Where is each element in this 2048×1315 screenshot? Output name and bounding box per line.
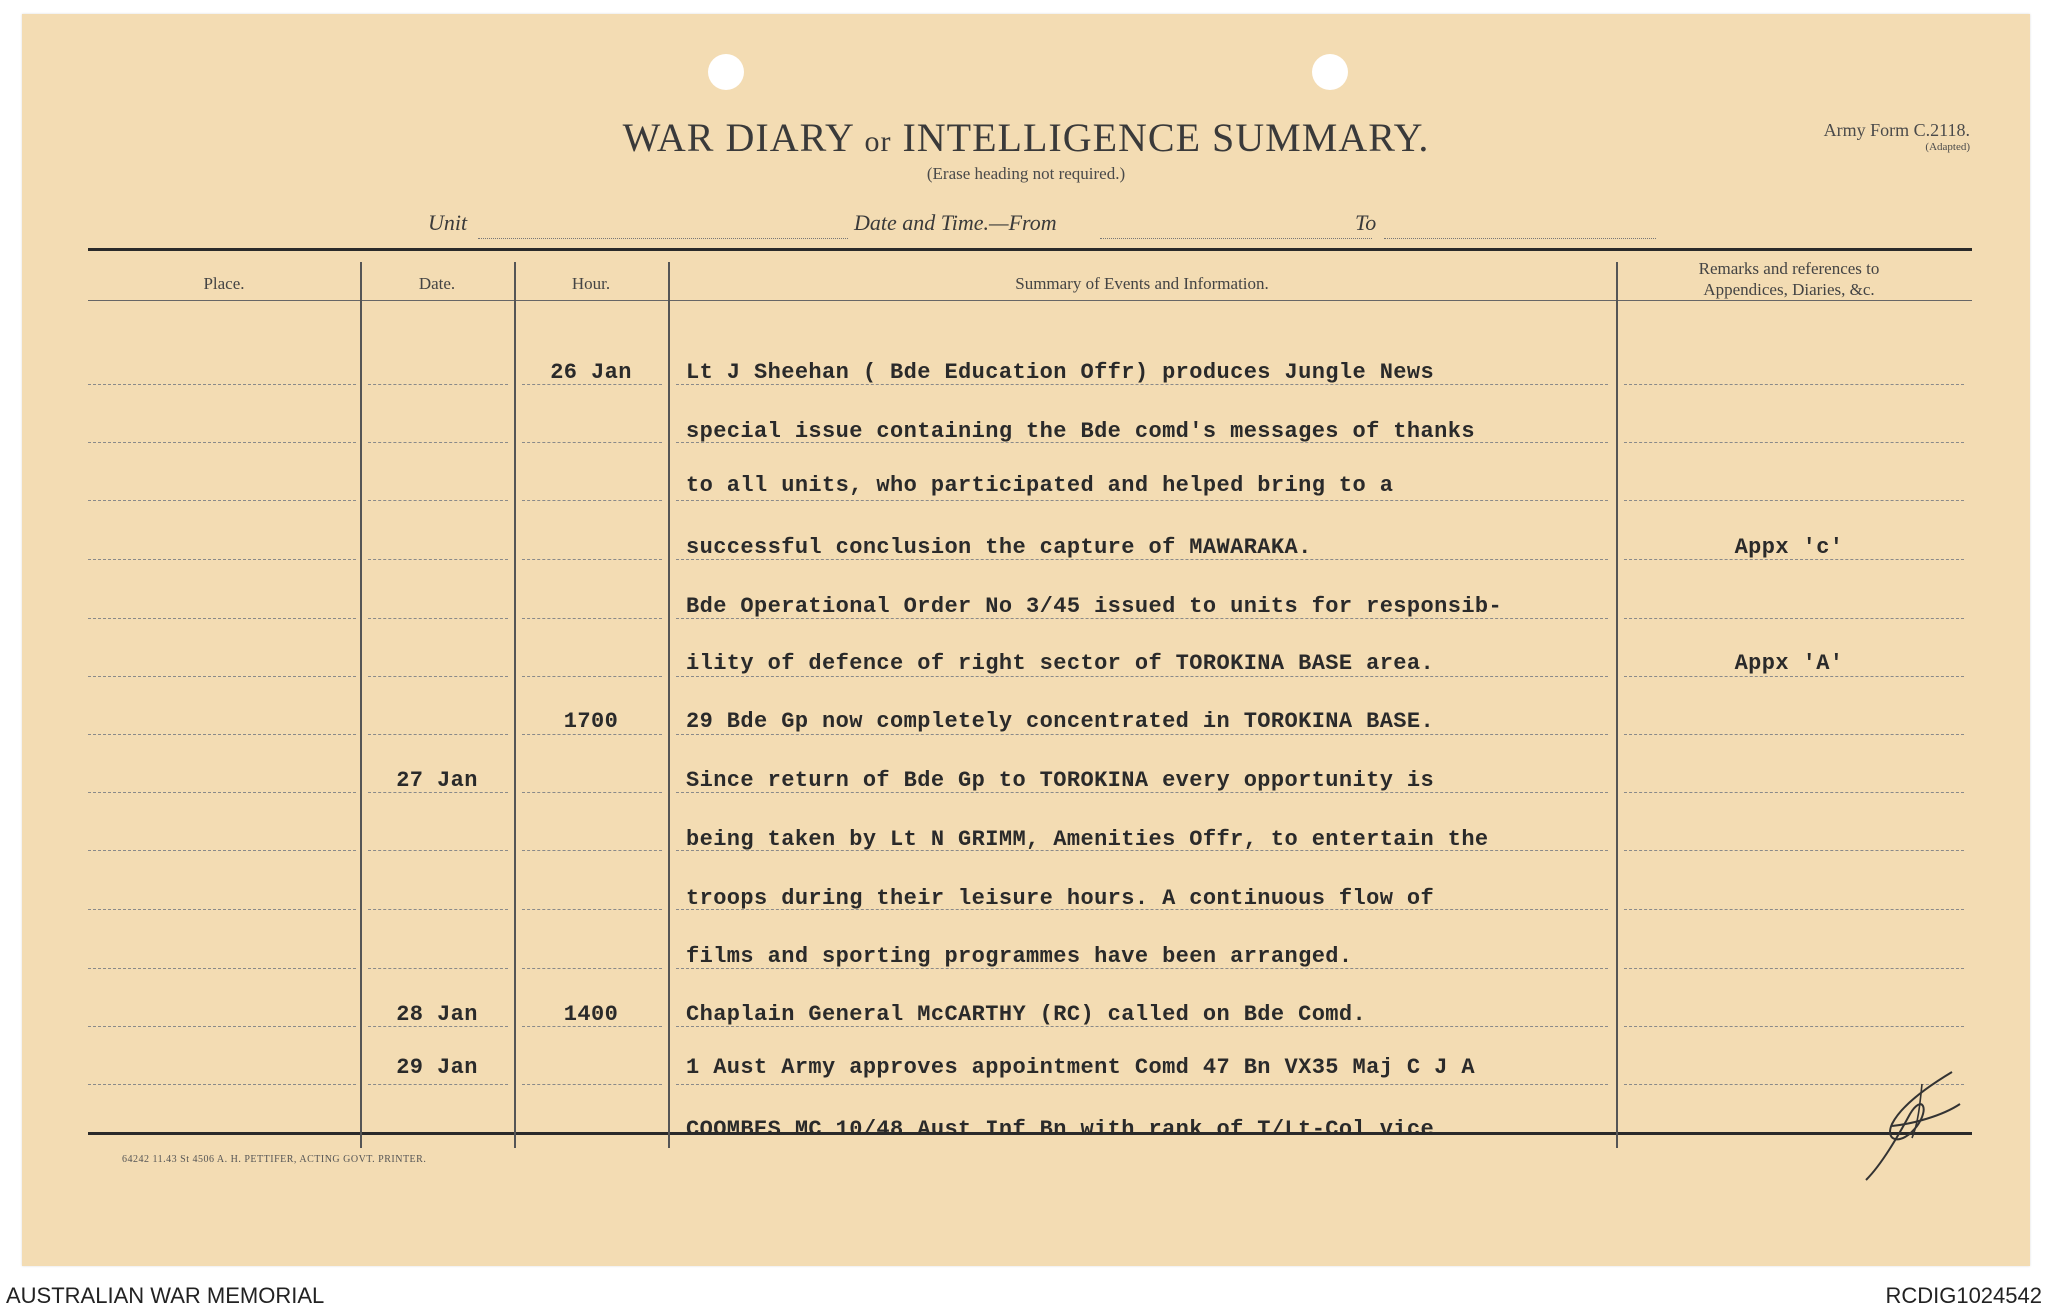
ruled-line bbox=[368, 968, 508, 969]
date-time-label: Date and Time.—From bbox=[854, 210, 1057, 235]
entry-summary: being taken by Lt N GRIMM, Amenities Offr, to entertain the bbox=[686, 827, 1489, 852]
ruled-line bbox=[88, 442, 356, 443]
col-header-place: Place. bbox=[203, 274, 245, 293]
unit-field-line bbox=[478, 238, 848, 239]
form-number bbox=[1824, 120, 1970, 153]
ruled-line bbox=[88, 850, 356, 851]
col-header-hour: Hour. bbox=[571, 274, 611, 293]
unit-label: Unit bbox=[428, 210, 468, 235]
form-number-text: Army Form C.2118. bbox=[1823, 120, 1970, 140]
ruled-line bbox=[368, 850, 508, 851]
entry-summary: special issue containing the Bde comd's messages of thanks bbox=[686, 419, 1475, 444]
ruled-line bbox=[88, 968, 356, 969]
form-subtitle: (Erase heading not required.) bbox=[926, 164, 1126, 183]
ruled-line bbox=[522, 618, 662, 619]
ruled-line bbox=[1624, 1026, 1964, 1027]
ruled-line bbox=[676, 676, 1608, 677]
ruled-line bbox=[522, 734, 662, 735]
ruled-line bbox=[522, 500, 662, 501]
ruled-line bbox=[368, 676, 508, 677]
ruled-line bbox=[88, 559, 356, 560]
ruled-line bbox=[368, 559, 508, 560]
ruled-line bbox=[368, 442, 508, 443]
to-label: To bbox=[1355, 210, 1377, 235]
ruled-line bbox=[368, 384, 508, 385]
ruled-line bbox=[522, 850, 662, 851]
ruled-line bbox=[368, 734, 508, 735]
ruled-line bbox=[1624, 676, 1964, 677]
col-header-date: Date. bbox=[418, 274, 456, 293]
entry-hour: 1700 bbox=[563, 709, 619, 734]
ruled-line bbox=[522, 1084, 662, 1085]
entry-summary: Chaplain General McCARTHY (RC) called on Bde Comd. bbox=[686, 1002, 1367, 1027]
ruled-line bbox=[522, 792, 662, 793]
ruled-line bbox=[676, 500, 1608, 501]
ruled-line bbox=[88, 792, 356, 793]
top-rule bbox=[88, 248, 1972, 251]
entry-hour: 1400 bbox=[563, 1002, 619, 1027]
entry-summary: successful conclusion the capture of MAWARAKA. bbox=[686, 535, 1312, 560]
entry-summary: films and sporting programmes have been arranged. bbox=[686, 944, 1353, 969]
ruled-line bbox=[88, 618, 356, 619]
form-title bbox=[22, 114, 2030, 161]
ruled-line bbox=[88, 676, 356, 677]
title-or: or bbox=[864, 125, 892, 158]
ruled-line bbox=[1624, 792, 1964, 793]
ruled-line bbox=[522, 442, 662, 443]
remarks-header-line1: Remarks and references to bbox=[1698, 259, 1880, 278]
ruled-line bbox=[368, 618, 508, 619]
ruled-line bbox=[1624, 968, 1964, 969]
divider-summary-remarks bbox=[1616, 262, 1618, 1148]
col-header-summary: Summary of Events and Information. bbox=[1015, 274, 1269, 293]
ruled-line bbox=[88, 1084, 356, 1085]
form-note: (Adapted) bbox=[1925, 141, 1970, 153]
entry-remark: Appx 'A' bbox=[1734, 651, 1844, 676]
punch-hole bbox=[1312, 54, 1348, 90]
caption-right: RCDIG1024542 bbox=[1885, 1283, 2042, 1308]
ruled-line bbox=[368, 500, 508, 501]
from-field-line bbox=[1100, 238, 1372, 239]
caption-left: AUSTRALIAN WAR MEMORIAL bbox=[6, 1283, 325, 1308]
header-underline bbox=[88, 300, 1972, 301]
signature-icon bbox=[1862, 1064, 1972, 1184]
entry-hour: 26 Jan bbox=[550, 360, 632, 385]
title-part1: WAR DIARY bbox=[622, 115, 854, 160]
diary-sheet bbox=[22, 14, 2030, 1266]
col-header-remarks bbox=[1616, 258, 1962, 300]
ruled-line bbox=[1624, 442, 1964, 443]
ruled-line bbox=[368, 909, 508, 910]
entry-summary: ility of defence of right sector of TOROKINA BASE area. bbox=[686, 651, 1435, 676]
divider-hour-summary bbox=[668, 262, 670, 1148]
ruled-line bbox=[1624, 618, 1964, 619]
entry-summary: 1 Aust Army approves appointment Comd 47 Bn VX35 Maj C J A bbox=[686, 1055, 1475, 1080]
ruled-line bbox=[522, 909, 662, 910]
entry-summary: Since return of Bde Gp to TOROKINA every opportunity is bbox=[686, 768, 1435, 793]
ruled-line bbox=[1624, 909, 1964, 910]
entry-summary: to all units, who participated and helped bring to a bbox=[686, 473, 1394, 498]
to-field-line bbox=[1384, 238, 1656, 239]
entry-remark: Appx 'c' bbox=[1734, 535, 1844, 560]
ruled-line bbox=[368, 1084, 508, 1085]
ruled-line bbox=[88, 734, 356, 735]
entry-date: 29 Jan bbox=[396, 1055, 478, 1080]
entry-summary: COOMBES MC 10/48 Aust Inf Bn with rank of T/Lt-Col vice bbox=[686, 1117, 1435, 1142]
entry-summary: troops during their leisure hours. A continuous flow of bbox=[686, 886, 1435, 911]
ruled-line bbox=[676, 734, 1608, 735]
punch-hole bbox=[708, 54, 744, 90]
printer-line: 64242 11.43 St 4506 A. H. PETTIFER, ACTING GOVT. PRINTER. bbox=[122, 1154, 427, 1165]
ruled-line bbox=[522, 676, 662, 677]
entry-summary: 29 Bde Gp now completely concentrated in TOROKINA BASE. bbox=[686, 709, 1435, 734]
ruled-line bbox=[522, 968, 662, 969]
title-part2: INTELLIGENCE SUMMARY. bbox=[902, 115, 1430, 160]
entry-summary: Lt J Sheehan ( Bde Education Offr) produces Jungle News bbox=[686, 360, 1435, 385]
ruled-line bbox=[1624, 500, 1964, 501]
entry-date: 28 Jan bbox=[396, 1002, 478, 1027]
ruled-line bbox=[1624, 384, 1964, 385]
remarks-header-line2: Appendices, Diaries, &c. bbox=[1703, 280, 1875, 299]
ruled-line bbox=[88, 500, 356, 501]
ruled-line bbox=[88, 1026, 356, 1027]
entry-date: 27 Jan bbox=[396, 768, 478, 793]
ruled-line bbox=[522, 559, 662, 560]
ruled-line bbox=[88, 909, 356, 910]
ruled-line bbox=[1624, 850, 1964, 851]
entry-summary: Bde Operational Order No 3/45 issued to units for responsib- bbox=[686, 594, 1503, 619]
ruled-line bbox=[1624, 734, 1964, 735]
ruled-line bbox=[88, 384, 356, 385]
ruled-line bbox=[676, 1084, 1608, 1085]
